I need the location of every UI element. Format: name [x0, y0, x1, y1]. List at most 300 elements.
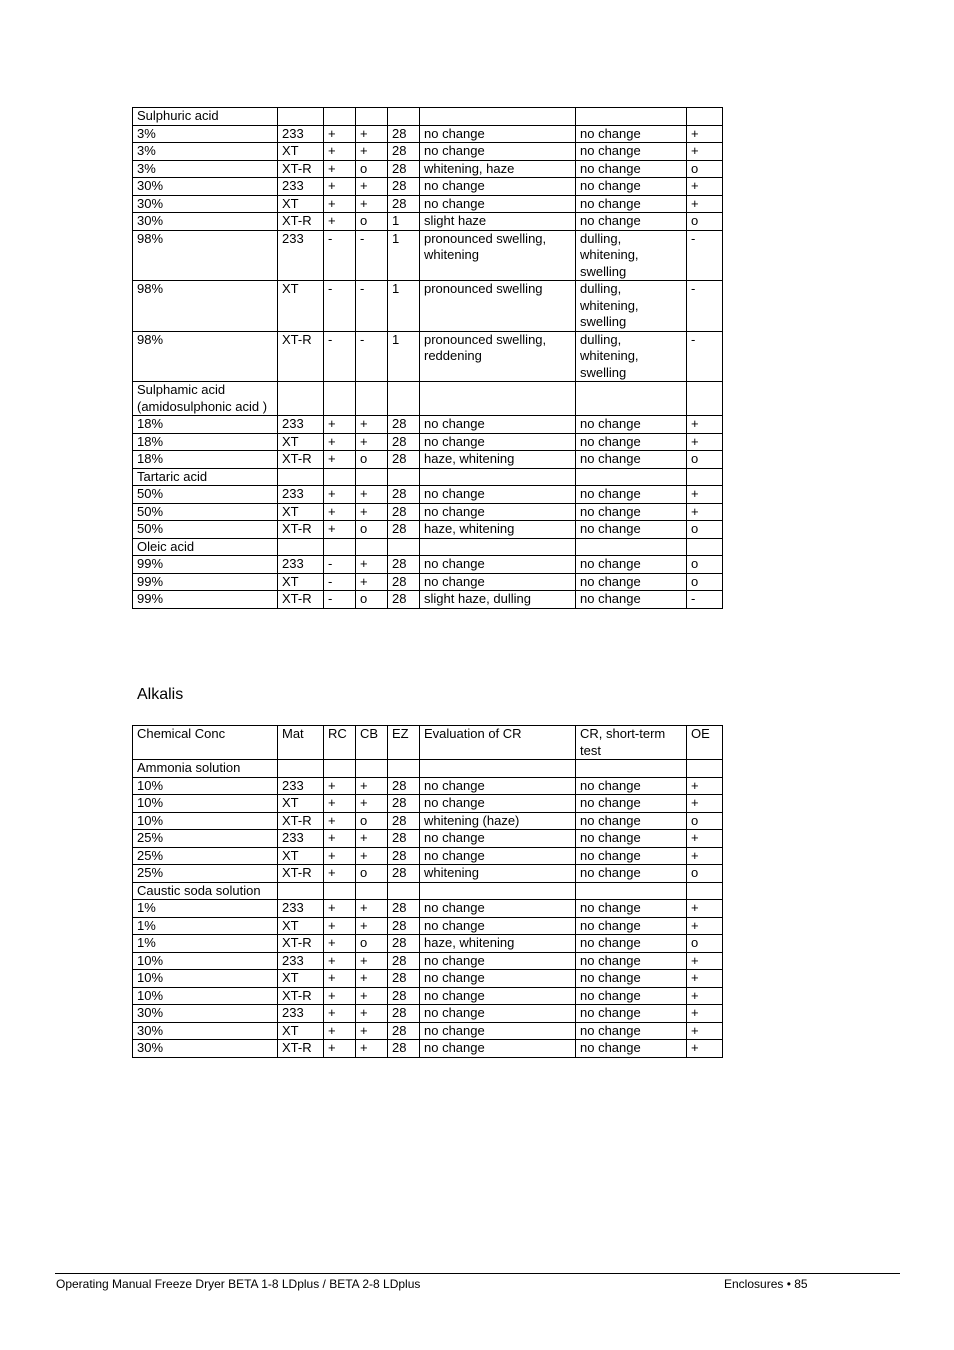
table-cell: +: [687, 416, 723, 434]
table-cell: +: [356, 830, 388, 848]
table-cell: no change: [420, 433, 576, 451]
table-cell: 30%: [133, 195, 278, 213]
table-cell: 233: [278, 900, 324, 918]
table-cell: whitening, haze: [420, 160, 576, 178]
table-cell: no change: [576, 486, 687, 504]
table-cell: XT: [278, 143, 324, 161]
table-cell: +: [356, 416, 388, 434]
table-cell: 28: [388, 573, 420, 591]
table-row: [133, 451, 723, 469]
table-cell: 1: [388, 331, 420, 382]
table-cell: +: [324, 125, 356, 143]
table-cell: +: [324, 416, 356, 434]
table-cell: 1%: [133, 935, 278, 953]
table-cell: +: [324, 970, 356, 988]
table-cell: no change: [576, 987, 687, 1005]
table-cell: XT-R: [278, 935, 324, 953]
table-cell: +: [324, 865, 356, 883]
table-cell: XT-R: [278, 521, 324, 539]
table-cell: no change: [576, 503, 687, 521]
table-cell: 10%: [133, 987, 278, 1005]
table-cell: o: [687, 451, 723, 469]
table-row: [133, 143, 723, 161]
table-cell: 28: [388, 935, 420, 953]
table-cell: no change: [420, 830, 576, 848]
table-cell: +: [356, 195, 388, 213]
table-cell: +: [356, 143, 388, 161]
table-cell: 28: [388, 486, 420, 504]
table-cell: no change: [576, 812, 687, 830]
table-row: [133, 556, 723, 574]
table-row: [133, 865, 723, 883]
table-cell: 28: [388, 591, 420, 609]
table-cell: +: [687, 777, 723, 795]
table-cell: +: [324, 503, 356, 521]
table-cell: no change: [576, 935, 687, 953]
table-cell: +: [356, 777, 388, 795]
table-cell: haze, whitening: [420, 451, 576, 469]
table-cell: 233: [278, 1005, 324, 1023]
table-cell: no change: [576, 952, 687, 970]
table-cell: [388, 108, 420, 126]
table-cell: +: [356, 795, 388, 813]
table-cell: no change: [576, 195, 687, 213]
alkalis-resistance-table: [132, 725, 723, 1058]
table-cell: 10%: [133, 795, 278, 813]
table-cell: +: [687, 433, 723, 451]
table-cell: o: [356, 591, 388, 609]
table-cell: -: [356, 281, 388, 332]
table-cell: +: [687, 830, 723, 848]
table-cell: no change: [420, 952, 576, 970]
table-cell: no change: [420, 573, 576, 591]
table-cell: +: [356, 847, 388, 865]
table-cell: 30%: [133, 1022, 278, 1040]
table-cell: +: [356, 125, 388, 143]
table-cell: 28: [388, 987, 420, 1005]
table-cell: 3%: [133, 160, 278, 178]
table-row: [133, 847, 723, 865]
table-row: [133, 108, 723, 126]
section-title-alkalis: Alkalis: [137, 686, 184, 703]
table-cell: [687, 882, 723, 900]
table-cell: +: [324, 486, 356, 504]
table-row: [133, 230, 723, 281]
table-cell: no change: [576, 777, 687, 795]
table-cell: [278, 882, 324, 900]
footer-page-number: Enclosures • 85: [724, 1277, 808, 1291]
table-cell: o: [687, 213, 723, 231]
table-cell: 233: [278, 952, 324, 970]
table-cell: 99%: [133, 556, 278, 574]
table-cell: 25%: [133, 865, 278, 883]
table-cell: 233: [278, 830, 324, 848]
table-cell: 1: [388, 230, 420, 281]
table-cell: 28: [388, 795, 420, 813]
table-cell: +: [356, 900, 388, 918]
footer-divider: [55, 1273, 900, 1274]
table-cell: haze, whitening: [420, 935, 576, 953]
table-cell: slight haze: [420, 213, 576, 231]
table-row: [133, 1005, 723, 1023]
table-cell: XT-R: [278, 987, 324, 1005]
table-cell: dulling, whitening, swelling: [576, 331, 687, 382]
table-cell: [388, 882, 420, 900]
table-cell: +: [324, 795, 356, 813]
table-cell: XT: [278, 1022, 324, 1040]
table-cell: XT: [278, 847, 324, 865]
table-row: [133, 900, 723, 918]
table-cell: XT: [278, 917, 324, 935]
table-cell: +: [687, 143, 723, 161]
table-cell: XT-R: [278, 451, 324, 469]
table-cell: 28: [388, 521, 420, 539]
table-cell: +: [687, 125, 723, 143]
table-cell: XT-R: [278, 865, 324, 883]
table-cell: 99%: [133, 573, 278, 591]
table-row: [133, 795, 723, 813]
table-cell: +: [356, 556, 388, 574]
table-row: [133, 987, 723, 1005]
table-cell: [356, 538, 388, 556]
table-cell: dulling, whitening, swelling: [576, 230, 687, 281]
table-cell: [278, 108, 324, 126]
table-cell: 233: [278, 125, 324, 143]
table-cell: [420, 882, 576, 900]
table-cell: [324, 468, 356, 486]
table-row: [133, 433, 723, 451]
table-cell: 98%: [133, 230, 278, 281]
table-cell: +: [324, 451, 356, 469]
table-cell: XT: [278, 433, 324, 451]
table-cell: 25%: [133, 847, 278, 865]
table-cell: 233: [278, 230, 324, 281]
table-cell: [576, 760, 687, 778]
column-header: CR, short-term test: [576, 726, 687, 760]
table-cell: Sulphuric acid: [133, 108, 278, 126]
table-cell: [687, 760, 723, 778]
table-cell: no change: [576, 970, 687, 988]
table-cell: no change: [576, 1022, 687, 1040]
table-row: [133, 935, 723, 953]
table-cell: +: [356, 503, 388, 521]
table-row: [133, 213, 723, 231]
table-cell: +: [687, 952, 723, 970]
column-header: RC: [324, 726, 356, 760]
table-cell: [687, 382, 723, 416]
table-cell: no change: [576, 213, 687, 231]
table-cell: +: [687, 917, 723, 935]
table-cell: -: [324, 573, 356, 591]
table-cell: no change: [420, 416, 576, 434]
table-cell: [388, 760, 420, 778]
table-cell: o: [356, 812, 388, 830]
table-cell: [324, 382, 356, 416]
table-cell: no change: [576, 178, 687, 196]
table-cell: [420, 538, 576, 556]
table-cell: 18%: [133, 433, 278, 451]
table-cell: -: [687, 230, 723, 281]
table-cell: pronounced swelling, whitening: [420, 230, 576, 281]
table-cell: no change: [576, 556, 687, 574]
table-cell: [420, 108, 576, 126]
table-cell: o: [687, 935, 723, 953]
table-cell: 3%: [133, 143, 278, 161]
table-cell: 98%: [133, 331, 278, 382]
table-row: [133, 468, 723, 486]
table-cell: 18%: [133, 451, 278, 469]
table-cell: whitening: [420, 865, 576, 883]
table-row: [133, 970, 723, 988]
table-cell: +: [687, 503, 723, 521]
table-row: [133, 882, 723, 900]
table-cell: +: [324, 847, 356, 865]
table-cell: +: [356, 178, 388, 196]
table-row: [133, 1040, 723, 1058]
table-cell: o: [687, 812, 723, 830]
table-cell: [388, 538, 420, 556]
table-cell: XT: [278, 970, 324, 988]
table-cell: XT-R: [278, 331, 324, 382]
column-header: EZ: [388, 726, 420, 760]
table-cell: no change: [420, 795, 576, 813]
table-cell: no change: [420, 1040, 576, 1058]
table-cell: 28: [388, 865, 420, 883]
footer-document-title: Operating Manual Freeze Dryer BETA 1-8 LDplus / BETA 2-8 LDplus: [56, 1277, 421, 1291]
table-cell: 28: [388, 777, 420, 795]
table-cell: [420, 382, 576, 416]
table-cell: +: [687, 178, 723, 196]
table-cell: 3%: [133, 125, 278, 143]
table-cell: XT-R: [278, 213, 324, 231]
table-cell: +: [324, 178, 356, 196]
table-row: [133, 777, 723, 795]
table-cell: [324, 538, 356, 556]
table-cell: 233: [278, 556, 324, 574]
table-cell: -: [687, 591, 723, 609]
table-cell: no change: [576, 1040, 687, 1058]
table-cell: o: [356, 521, 388, 539]
table-cell: no change: [420, 503, 576, 521]
table-cell: Tartaric acid: [133, 468, 278, 486]
table-cell: [278, 468, 324, 486]
table-row: [133, 952, 723, 970]
table-cell: no change: [576, 795, 687, 813]
table-row: [133, 160, 723, 178]
table-cell: +: [324, 195, 356, 213]
table-cell: XT: [278, 281, 324, 332]
table-cell: +: [356, 1022, 388, 1040]
table-cell: [388, 468, 420, 486]
table-cell: [687, 108, 723, 126]
table-cell: no change: [420, 178, 576, 196]
table-cell: Oleic acid: [133, 538, 278, 556]
table-cell: no change: [576, 830, 687, 848]
table-cell: o: [687, 556, 723, 574]
table-cell: dulling, whitening, swelling: [576, 281, 687, 332]
table-cell: o: [687, 573, 723, 591]
table-row: [133, 538, 723, 556]
table-row: [133, 125, 723, 143]
table-cell: no change: [576, 521, 687, 539]
table-cell: no change: [576, 573, 687, 591]
table-cell: XT: [278, 795, 324, 813]
table-cell: +: [356, 1005, 388, 1023]
table-cell: [576, 382, 687, 416]
table-cell: o: [687, 521, 723, 539]
table-cell: +: [324, 213, 356, 231]
table-row: [133, 503, 723, 521]
table-row: [133, 382, 723, 416]
table-cell: +: [324, 433, 356, 451]
table-cell: 28: [388, 1022, 420, 1040]
table-cell: no change: [576, 416, 687, 434]
table-cell: 28: [388, 503, 420, 521]
table-row: [133, 178, 723, 196]
table-cell: 28: [388, 917, 420, 935]
table-cell: [420, 760, 576, 778]
table-cell: no change: [420, 486, 576, 504]
table-row: [133, 1022, 723, 1040]
table-cell: +: [324, 521, 356, 539]
table-cell: +: [324, 777, 356, 795]
table-cell: [278, 760, 324, 778]
table-cell: haze, whitening: [420, 521, 576, 539]
table-cell: 28: [388, 195, 420, 213]
table-cell: [356, 760, 388, 778]
table-cell: 28: [388, 952, 420, 970]
table-row: [133, 917, 723, 935]
table-cell: 28: [388, 970, 420, 988]
table-cell: XT: [278, 195, 324, 213]
table-cell: -: [324, 281, 356, 332]
table-cell: no change: [576, 160, 687, 178]
table-cell: +: [324, 812, 356, 830]
table-cell: o: [356, 865, 388, 883]
table-cell: Ammonia solution: [133, 760, 278, 778]
table-cell: +: [356, 433, 388, 451]
table-cell: no change: [576, 917, 687, 935]
table-cell: 1%: [133, 917, 278, 935]
acids-table-body: [133, 108, 723, 609]
table-cell: no change: [420, 917, 576, 935]
table-cell: o: [687, 865, 723, 883]
table-cell: [356, 882, 388, 900]
table-cell: +: [687, 847, 723, 865]
table-cell: +: [687, 970, 723, 988]
table-cell: 99%: [133, 591, 278, 609]
table-cell: no change: [576, 900, 687, 918]
table-cell: [576, 108, 687, 126]
table-cell: [420, 468, 576, 486]
table-cell: +: [324, 1040, 356, 1058]
table-cell: -: [687, 331, 723, 382]
table-cell: [324, 108, 356, 126]
table-cell: 30%: [133, 178, 278, 196]
table-cell: 10%: [133, 812, 278, 830]
acids-resistance-table: [132, 107, 723, 609]
table-cell: 28: [388, 451, 420, 469]
table-row: [133, 521, 723, 539]
table-cell: +: [356, 952, 388, 970]
table-cell: 28: [388, 125, 420, 143]
table-cell: 1: [388, 281, 420, 332]
table-cell: +: [324, 1022, 356, 1040]
table-cell: o: [356, 451, 388, 469]
table-cell: +: [356, 486, 388, 504]
table-row: [133, 760, 723, 778]
table-cell: 233: [278, 178, 324, 196]
table-cell: 50%: [133, 503, 278, 521]
table-cell: +: [324, 987, 356, 1005]
table-cell: o: [356, 213, 388, 231]
table-row: [133, 573, 723, 591]
table-cell: no change: [576, 591, 687, 609]
table-cell: 28: [388, 160, 420, 178]
table-cell: 28: [388, 1040, 420, 1058]
table-cell: o: [356, 160, 388, 178]
alkalis-table-body: [133, 760, 723, 1058]
table-cell: 1%: [133, 900, 278, 918]
table-cell: +: [324, 935, 356, 953]
table-cell: +: [687, 195, 723, 213]
table-cell: no change: [420, 847, 576, 865]
table-cell: 28: [388, 416, 420, 434]
table-cell: 28: [388, 1005, 420, 1023]
table-row: [133, 281, 723, 332]
table-cell: 28: [388, 556, 420, 574]
table-cell: +: [356, 917, 388, 935]
table-cell: 98%: [133, 281, 278, 332]
table-cell: +: [687, 486, 723, 504]
table-cell: +: [687, 900, 723, 918]
table-cell: no change: [576, 865, 687, 883]
table-cell: [324, 760, 356, 778]
table-cell: Sulphamic acid (amidosulphonic acid ): [133, 382, 278, 416]
table-cell: [687, 468, 723, 486]
table-cell: +: [324, 143, 356, 161]
alkalis-table-header: [133, 726, 723, 760]
table-cell: +: [356, 970, 388, 988]
table-cell: no change: [420, 1022, 576, 1040]
table-cell: no change: [420, 1005, 576, 1023]
table-cell: -: [356, 230, 388, 281]
table-cell: 28: [388, 812, 420, 830]
table-cell: +: [687, 987, 723, 1005]
table-row: [133, 416, 723, 434]
table-cell: +: [324, 917, 356, 935]
table-cell: [324, 882, 356, 900]
table-cell: XT-R: [278, 1040, 324, 1058]
table-cell: +: [356, 573, 388, 591]
table-cell: o: [356, 935, 388, 953]
table-cell: XT-R: [278, 812, 324, 830]
table-cell: +: [687, 1022, 723, 1040]
table-cell: no change: [420, 970, 576, 988]
table-cell: -: [324, 591, 356, 609]
table-cell: whitening (haze): [420, 812, 576, 830]
table-cell: [576, 538, 687, 556]
table-cell: 28: [388, 847, 420, 865]
table-cell: 50%: [133, 521, 278, 539]
table-cell: 233: [278, 486, 324, 504]
table-cell: 28: [388, 830, 420, 848]
table-cell: [278, 538, 324, 556]
header-row: [133, 726, 723, 760]
table-cell: +: [324, 830, 356, 848]
table-cell: 233: [278, 416, 324, 434]
table-cell: 18%: [133, 416, 278, 434]
